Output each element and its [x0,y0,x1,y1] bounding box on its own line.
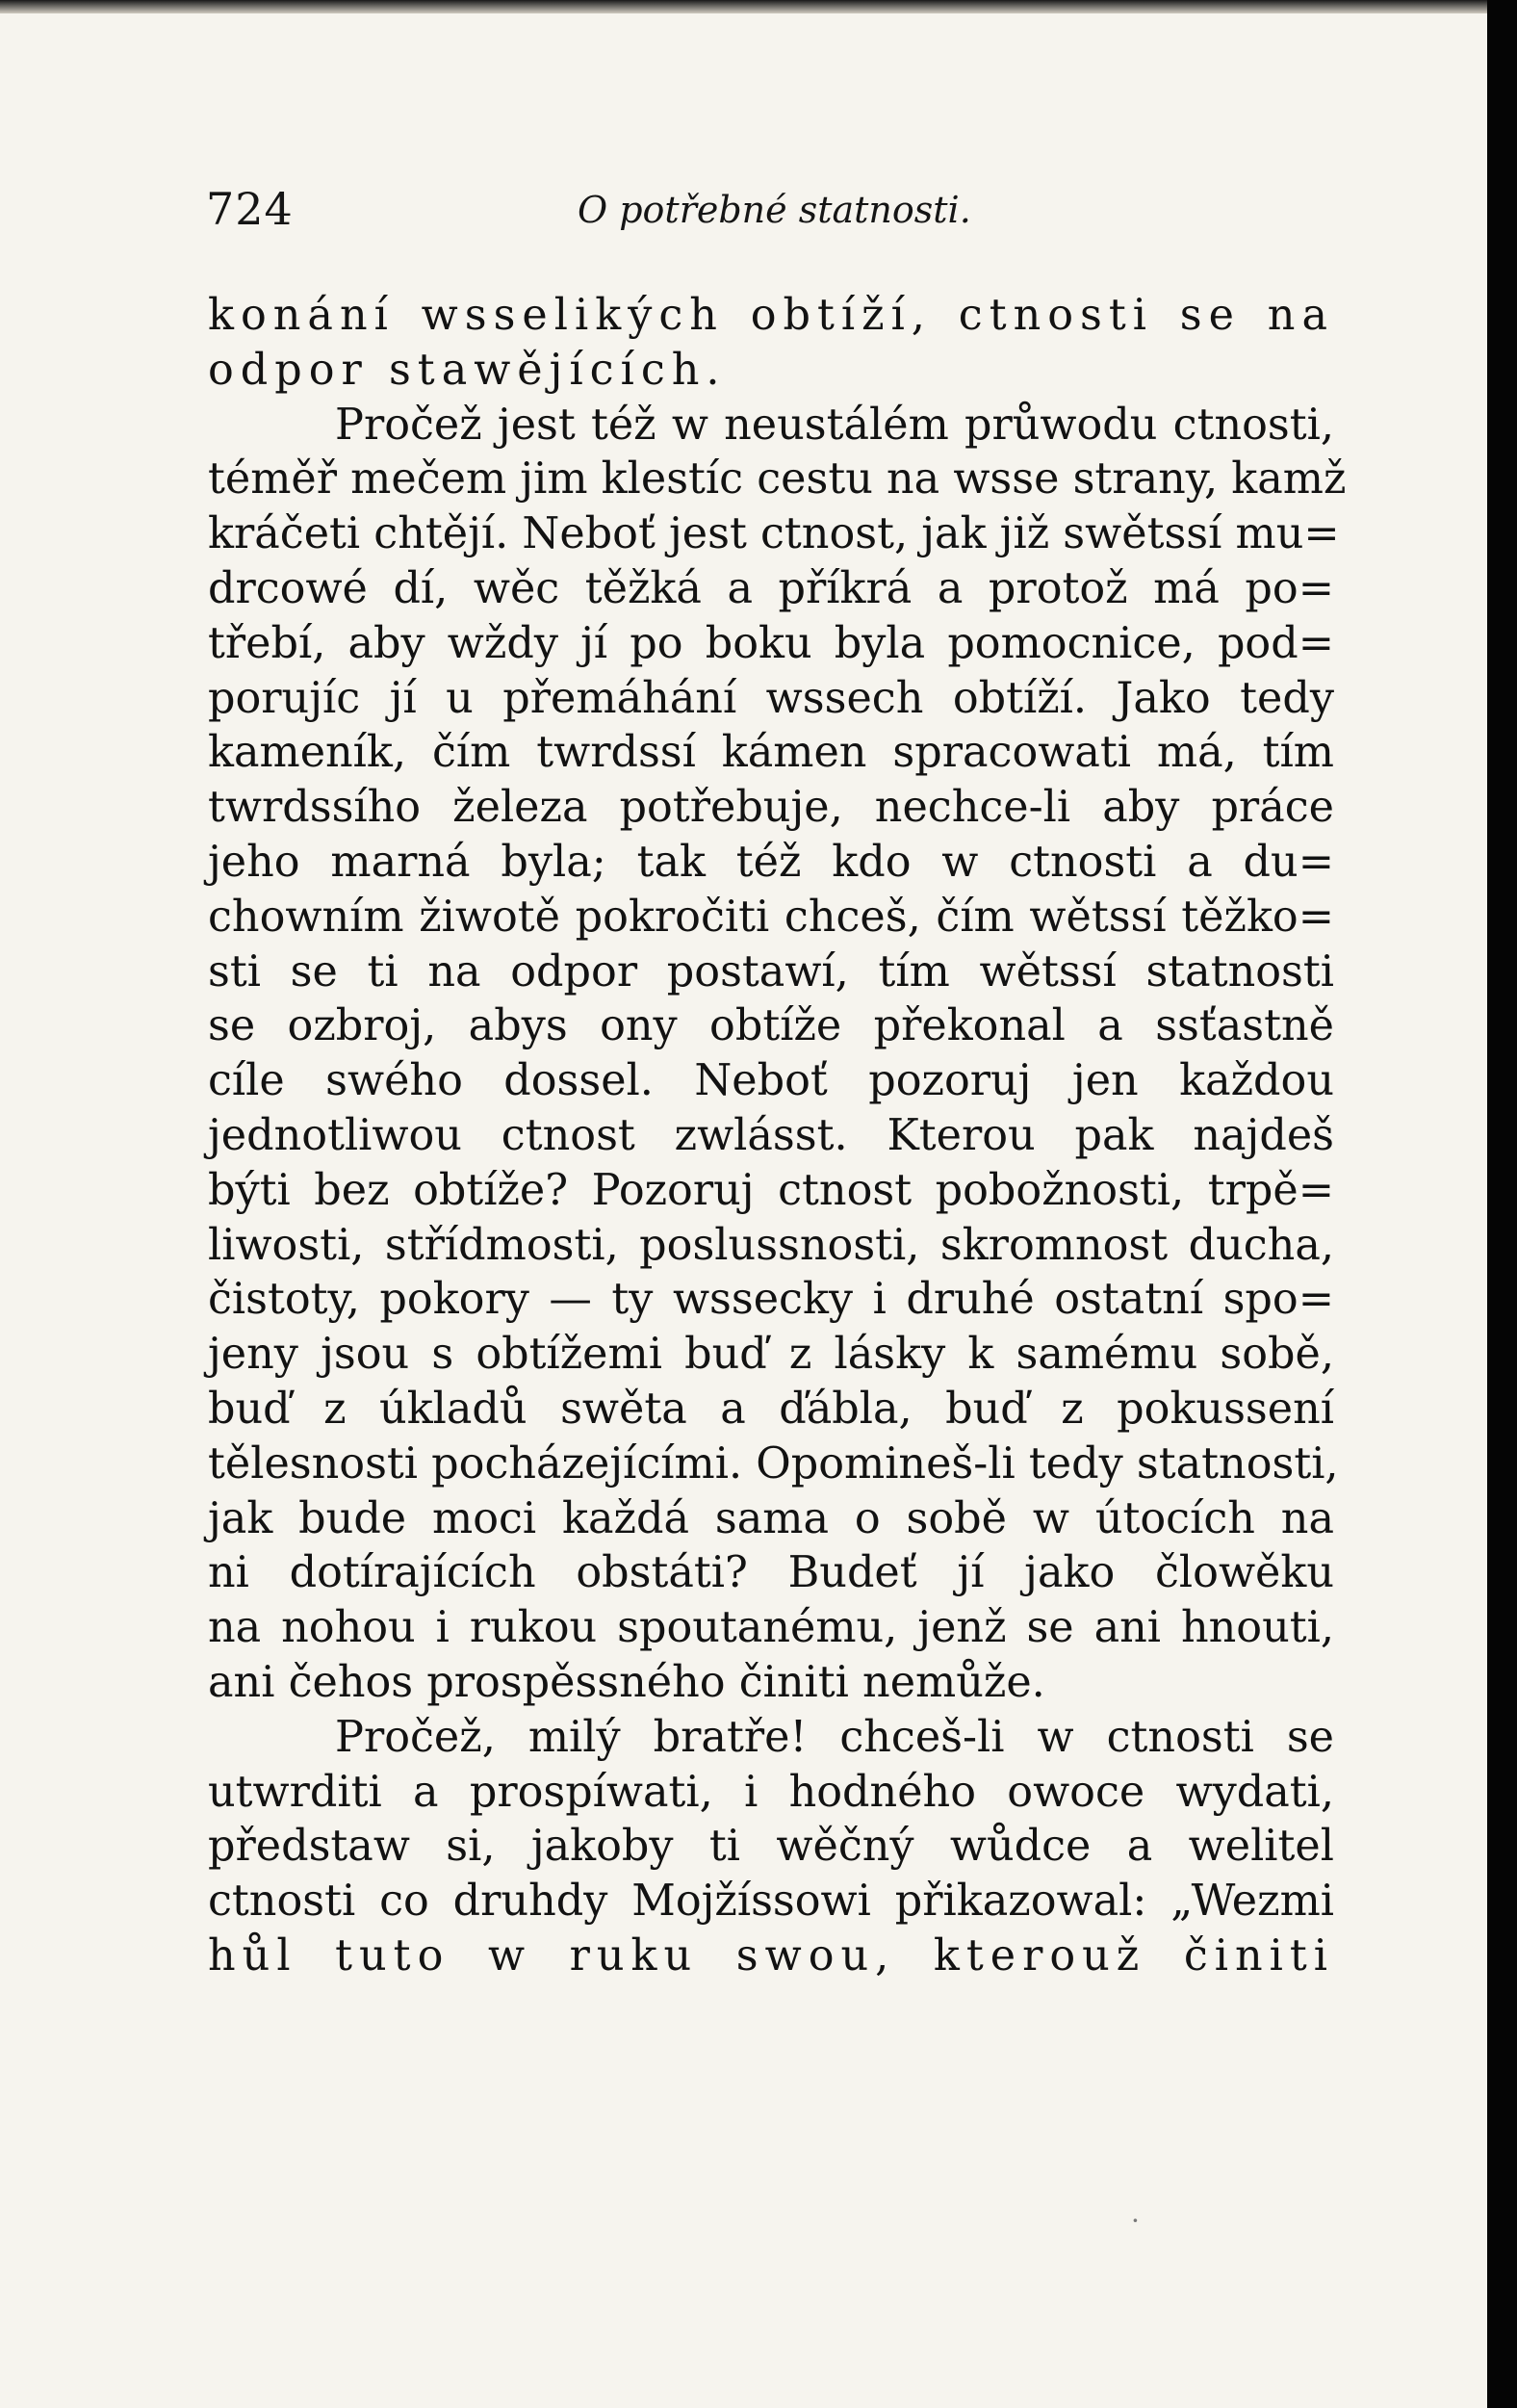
text-line-paragraph-start: Pročež, milý bratře! chceš-li w ctnosti se [335,1712,1334,1762]
text-line: chowním žiwotě pokročiti chceš, čím wětssí těžko= [208,892,1334,942]
text-line: odpor stawějících. [208,345,727,395]
text-line: ctnosti co druhdy Mojžíssowi přikazowal: „Wezmi [208,1877,1334,1927]
scan-top-edge [0,0,1487,13]
text-line: jeny jsou s obtížemi buď z lásky k samému sobě, [208,1330,1334,1380]
text-line: tělesnosti pocházejícími. Opomineš-li tedy statnosti, [208,1438,1339,1489]
text-line: na nohou i rukou spoutanému, jenž se ani hnouti, [208,1603,1334,1653]
body-text [208,289,1347,1984]
page-header [206,183,1332,241]
text-line: jeho marná byla; tak též kdo w ctnosti a du= [208,837,1334,887]
text-line: sti se ti na odpor postawí, tím wětssí statnosti [208,946,1334,997]
text-line: čistoty, pokory — ty wssecky i druhé ostatní spo= [208,1275,1334,1325]
text-line: ni dotírajících obstáti? Budeť jí jako člowěku [208,1548,1334,1598]
text-line: třebí, aby wždy jí po boku byla pomocnice, pod= [208,618,1334,668]
text-line: liwosti, střídmosti, poslussnosti, skromnost ducha, [208,1220,1334,1270]
text-line: býti bez obtíže? Pozoruj ctnost pobožnosti, trpě= [208,1165,1334,1215]
text-line: jednotliwou ctnost zwlásst. Kterou pak najdeš [208,1110,1334,1160]
text-line: utwrditi a prospíwati, i hodného owoce wydati, [208,1767,1334,1817]
page-number: 724 [206,183,294,235]
text-line: cíle swého dossel. Neboť pozoruj jen každou [208,1056,1334,1106]
text-line: téměř mečem jim klestíc cestu na wsse strany, kamž [208,454,1347,505]
text-line: konání wsselikých obtíží, ctnosti se na [208,291,1334,340]
text-line: jak bude moci každá sama o sobě w útocích na [208,1493,1334,1543]
running-title: O potřebné statnosti. [578,189,971,231]
scan-speck: · [1131,2205,1140,2237]
text-line: kameník, čím twrdssí kámen spracowati má, tím [208,728,1334,778]
text-line: porujíc jí u přemáhání wssech obtíží. Jako tedy [208,673,1334,723]
scan-dark-edge [1487,0,1517,2408]
text-line: předstaw si, jakoby ti wěčný wůdce a welitel [208,1822,1334,1872]
text-line: kráčeti chtějí. Neboť jest ctnost, jak již swětssí mu= [208,509,1340,559]
text-line: drcowé dí, wěc těžká a příkrá a protož má po= [208,563,1334,613]
text-line: hůl tuto w ruku swou, kterouž činiti [208,1930,1334,1981]
text-line: buď z úkladů swěta a ďábla, buď z pokussení [208,1384,1334,1434]
text-line: se ozbroj, abys ony obtíže překonal a ssťastně [208,1001,1334,1051]
text-line: twrdssího železa potřebuje, nechce-li aby práce [208,783,1334,833]
text-line: ani čehos prospěssného činiti nemůže. [208,1657,1045,1707]
text-line-paragraph-start: Pročež jest též w neustálém průwodu ctnosti, [335,400,1334,450]
